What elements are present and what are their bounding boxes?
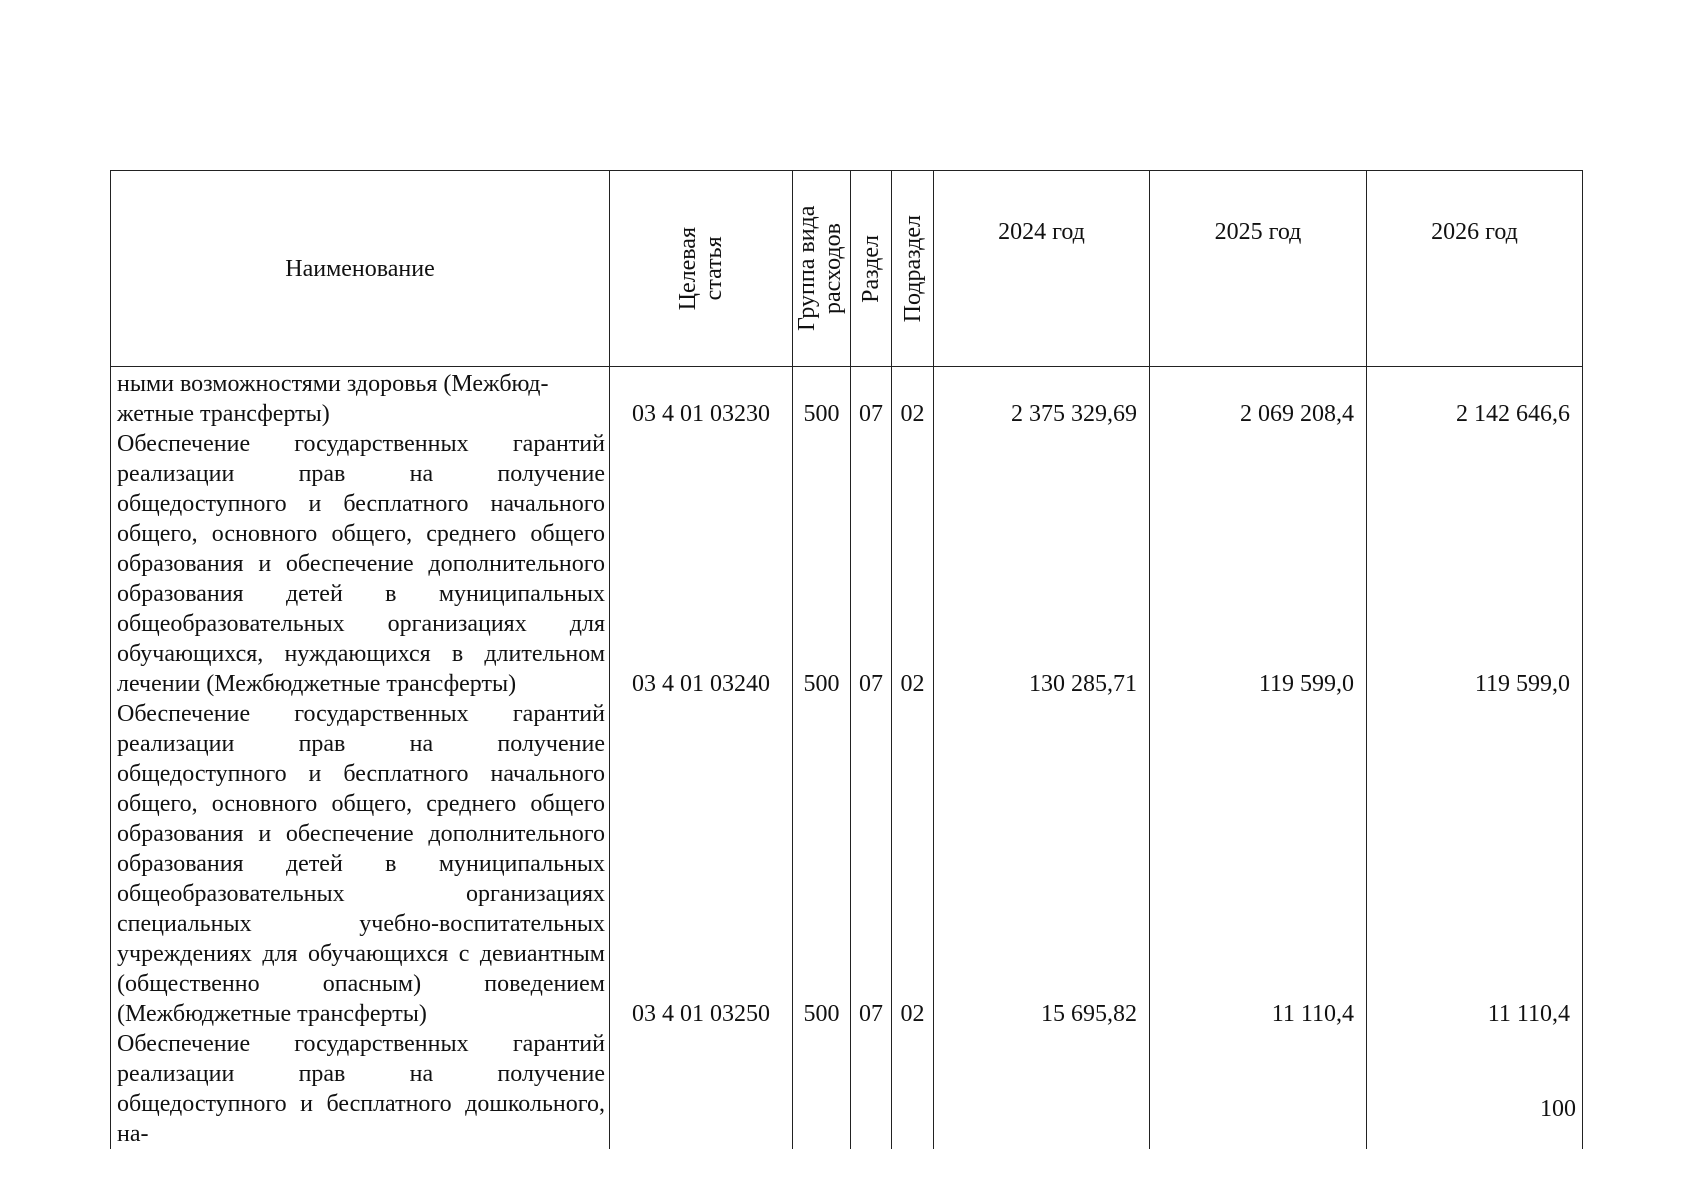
header-section: Раздел — [851, 171, 892, 367]
table-row — [111, 1029, 1583, 1149]
row-value-2026 — [1367, 1029, 1583, 1149]
row-value-2025: 2 069 208,4 — [1150, 367, 1367, 429]
page-number: 100 — [1540, 1096, 1576, 1122]
row-value-2025: 11 110,4 — [1150, 699, 1367, 1029]
row-value-2026: 2 142 646,6 — [1367, 367, 1583, 429]
header-name: Наименование — [111, 171, 610, 367]
row-subsection: 02 — [892, 429, 934, 699]
row-name: Обеспечение государственных гарантий реализации прав на получение общедоступного и бесплатного начального общего, основного общего, среднего общего образования и обеспечение дополнительного образования детей в муниципальных общеобразовательных организациях для обучающихся, нуждающихся в длительном лечении (Межбюджетные трансферты) — [111, 429, 610, 699]
row-value-2026: 119 599,0 — [1367, 429, 1583, 699]
budget-table — [110, 170, 1583, 1149]
row-subsection: 02 — [892, 699, 934, 1029]
header-expense-group: Группа вида расходов — [793, 171, 851, 367]
header-subsection: Подраздел — [892, 171, 934, 367]
row-value-2024 — [934, 1029, 1150, 1149]
row-value-2026: 11 110,4 — [1367, 699, 1583, 1029]
table-row — [111, 367, 1583, 429]
row-subsection — [892, 1029, 934, 1149]
row-name: Обеспечение государственных гарантий реализации прав на получение общедоступного и бесплатного начального общего, основного общего, среднего общего образования и обеспечение дополнительного образования детей в муниципальных общеобразовательных организациях специальных учебно-воспитательных учреждениях для обучающихся с девиантным (общественно опасным) поведением (Межбюджетные трансферты) — [111, 699, 610, 1029]
row-name: Обеспечение государственных гарантий реализации прав на получение общедоступного и бесплатного дошкольного, на- — [111, 1029, 610, 1149]
row-subsection: 02 — [892, 367, 934, 429]
row-target-article — [610, 1029, 793, 1149]
row-section: 07 — [851, 367, 892, 429]
header-year-2024: 2024 год — [934, 171, 1150, 367]
row-section: 07 — [851, 699, 892, 1029]
header-year-2025: 2025 год — [1150, 171, 1367, 367]
header-target-article: Целевая статья — [610, 171, 793, 367]
table-header-row — [111, 171, 1583, 367]
header-year-2026: 2026 год — [1367, 171, 1583, 367]
row-target-article: 03 4 01 03230 — [610, 367, 793, 429]
row-value-2024: 130 285,71 — [934, 429, 1150, 699]
row-target-article: 03 4 01 03240 — [610, 429, 793, 699]
row-expense-group: 500 — [793, 367, 851, 429]
row-value-2024: 2 375 329,69 — [934, 367, 1150, 429]
row-expense-group: 500 — [793, 429, 851, 699]
table-row — [111, 429, 1583, 699]
row-expense-group: 500 — [793, 699, 851, 1029]
row-section — [851, 1029, 892, 1149]
row-value-2025: 119 599,0 — [1150, 429, 1367, 699]
table-row — [111, 699, 1583, 1029]
row-expense-group — [793, 1029, 851, 1149]
row-value-2024: 15 695,82 — [934, 699, 1150, 1029]
row-name: ными возможностями здоровья (Межбюд- жетные трансферты) — [111, 367, 610, 429]
row-target-article: 03 4 01 03250 — [610, 699, 793, 1029]
row-value-2025 — [1150, 1029, 1367, 1149]
row-section: 07 — [851, 429, 892, 699]
